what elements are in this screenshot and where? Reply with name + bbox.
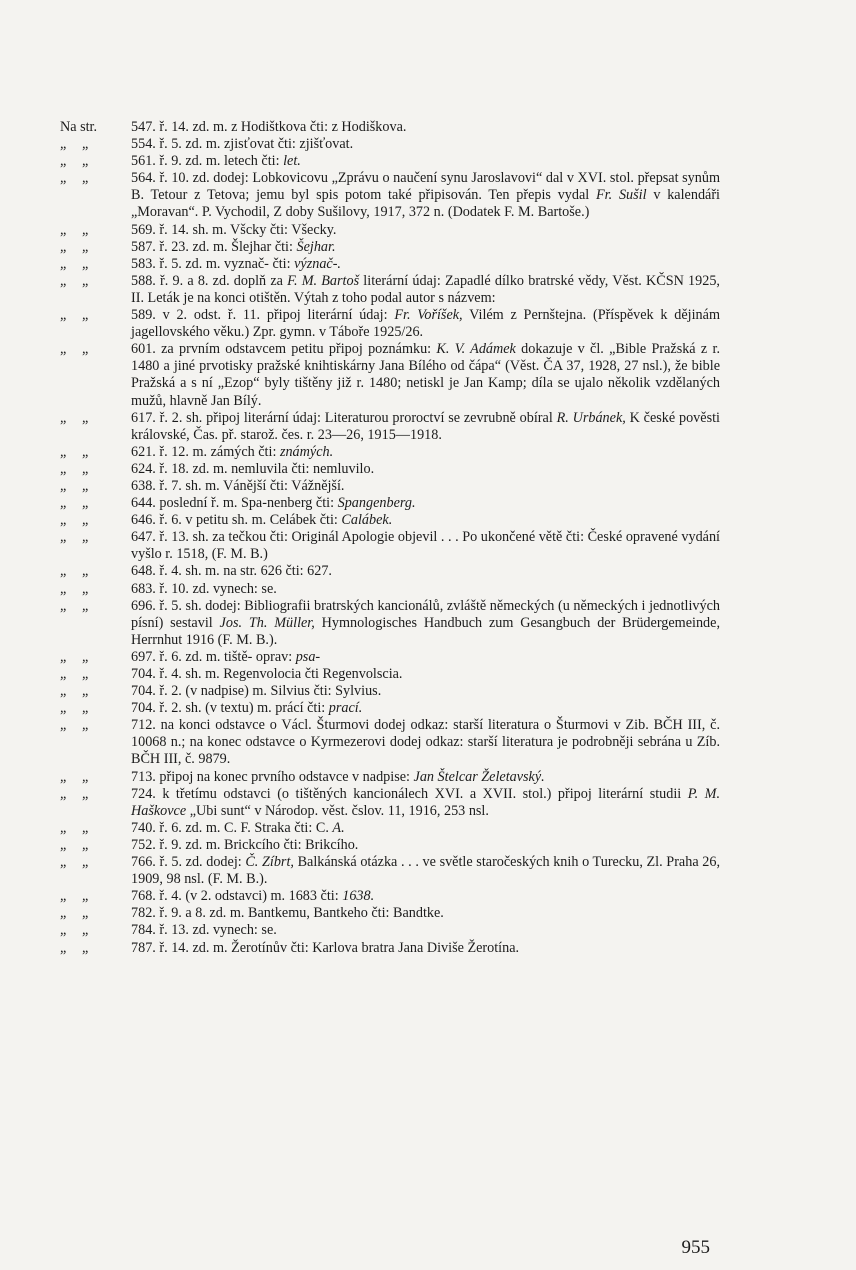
ditto-marks: „ „ bbox=[60, 170, 89, 187]
errata-entry bbox=[60, 256, 720, 273]
errata-entry bbox=[60, 649, 720, 666]
errata-text: 782. ř. 9. a 8. zd. m. Bantkemu, Bantkeho čti: Bandtke. bbox=[131, 905, 444, 922]
errata-text: 621. ř. 12. m. zámých čti: známých. bbox=[131, 443, 334, 460]
errata-entry bbox=[60, 786, 720, 820]
errata-entry bbox=[60, 598, 720, 649]
errata-text: 554. ř. 5. zd. m. zjisťovat čti: zjišťovat. bbox=[131, 136, 354, 153]
errata-text: 638. ř. 7. sh. m. Vánější čti: Vážnější. bbox=[131, 477, 345, 494]
errata-text: 647. ř. 13. sh. za tečkou čti: Originál Apologie objevil . . . Po ukončené větě čti: České opravené vydání vyšlo r. 1518, (F. M. B.) bbox=[131, 529, 720, 563]
errata-entry bbox=[60, 922, 720, 939]
ditto-marks: „ „ bbox=[60, 700, 89, 717]
errata-entry bbox=[60, 461, 720, 478]
errata-entry bbox=[60, 581, 720, 598]
ditto-marks: „ „ bbox=[60, 272, 89, 289]
errata-entry bbox=[60, 529, 720, 563]
errata-text: 713. připoj na konec prvního odstavce v nadpise: Jan Štelcar Želetavský. bbox=[131, 768, 545, 785]
ditto-marks: „ „ bbox=[60, 136, 89, 153]
ditto-marks: „ „ bbox=[60, 768, 89, 785]
errata-text: 583. ř. 5. zd. m. vyznač- čti: význač-. bbox=[131, 255, 341, 272]
errata-text: 704. ř. 2. (v nadpise) m. Silvius čti: Sylvius. bbox=[131, 683, 382, 700]
ditto-marks: „ „ bbox=[60, 512, 89, 529]
ditto-marks: „ „ bbox=[60, 683, 89, 700]
errata-entry bbox=[60, 666, 720, 683]
errata-text: 704. ř. 2. sh. (v textu) m. prácí čti: prací. bbox=[131, 700, 363, 717]
ditto-marks: „ „ bbox=[60, 307, 89, 324]
errata-text: 617. ř. 2. sh. připoj literární údaj: Literaturou proroctví se zevrubně obíral R. Urbánek, K české pověsti královské, Čas. př. starož. čes. r. 23—26, 1915—1918. bbox=[131, 409, 720, 443]
errata-entry bbox=[60, 119, 720, 136]
errata-text: 601. za prvním odstavcem petitu připoj poznámku: K. V. Adámek dokazuje v čl. „Bible Pražská z r. 1480 a jiné prvotisky pražské knihtiskárny Jana Bílého od čápa“ (Věst. ČA 37, 1928, 27 nsl.), že bible Pražská a s ní „Ezop“ byly tištěny již r. 1480; netiskl je Jan Kamp; díla se ujalo několik vzdělaných mužů, hlavně Jan Bílý. bbox=[131, 341, 720, 409]
ditto-marks: „ „ bbox=[60, 529, 89, 546]
ditto-marks: „ „ bbox=[60, 922, 89, 939]
errata-entry bbox=[60, 170, 720, 221]
errata-entry bbox=[60, 717, 720, 768]
errata-entry bbox=[60, 307, 720, 341]
ditto-marks: „ „ bbox=[60, 905, 89, 922]
ditto-marks: „ „ bbox=[60, 460, 89, 477]
errata-text: 644. poslední ř. m. Spa-nenberg čti: Spangenberg. bbox=[131, 495, 416, 512]
errata-entry bbox=[60, 495, 720, 512]
ditto-marks: „ „ bbox=[60, 255, 89, 272]
errata-entry bbox=[60, 837, 720, 854]
ditto-marks: „ „ bbox=[60, 221, 89, 238]
errata-entry bbox=[60, 222, 720, 239]
errata-entry bbox=[60, 153, 720, 170]
errata-entry bbox=[60, 683, 720, 700]
errata-text: 561. ř. 9. zd. m. letech čti: let. bbox=[131, 153, 301, 170]
errata-entry bbox=[60, 888, 720, 905]
errata-entry bbox=[60, 273, 720, 307]
ditto-marks: „ „ bbox=[60, 854, 89, 871]
errata-text: 587. ř. 23. zd. m. Šlejhar čti: Šejhar. bbox=[131, 238, 336, 255]
ditto-marks: „ „ bbox=[60, 563, 89, 580]
errata-text: 768. ř. 4. (v 2. odstavci) m. 1683 čti: 1638. bbox=[131, 888, 375, 905]
ditto-marks: „ „ bbox=[60, 238, 89, 255]
errata-text: 547. ř. 14. zd. m. z Hodištkova čti: z Hodiškova. bbox=[131, 119, 407, 135]
errata-entry bbox=[60, 136, 720, 153]
errata-entry bbox=[60, 905, 720, 922]
ditto-marks: „ „ bbox=[60, 819, 89, 836]
ditto-marks: „ „ bbox=[60, 597, 89, 614]
errata-entry bbox=[60, 940, 720, 957]
errata-list bbox=[60, 119, 720, 957]
ditto-marks: „ „ bbox=[60, 717, 89, 734]
errata-entry bbox=[60, 444, 720, 461]
errata-text: 683. ř. 10. zd. vynech: se. bbox=[131, 580, 277, 597]
ditto-marks: „ „ bbox=[60, 648, 89, 665]
errata-text: 787. ř. 14. zd. m. Žerotínův čti: Karlova bratra Jana Diviše Žerotína. bbox=[131, 939, 520, 956]
errata-text: 784. ř. 13. zd. vynech: se. bbox=[131, 922, 277, 939]
errata-text: 696. ř. 5. sh. dodej: Bibliografii bratrských kancionálů, zvláště německých (u německých i jednotlivých písní) sestavil Jos. Th. Müller, Hymnologisches Handbuch zum Gesangbuch der Brüdergemeinde, Herrnhut 1916 (F. M. B.). bbox=[131, 597, 720, 648]
errata-entry bbox=[60, 239, 720, 256]
ditto-marks: „ „ bbox=[60, 836, 89, 853]
errata-text: 724. k třetímu odstavci (o tištěných kancionálech XVI. a XVII. stol.) připoj literární studii P. M. Haškovce „Ubi sunt“ v Národop. věst. čslov. 11, 1916, 253 nsl. bbox=[131, 785, 721, 819]
errata-entry bbox=[60, 769, 720, 786]
errata-text: 588. ř. 9. a 8. zd. doplň za F. M. Bartoš literární údaj: Zapadlé dílko bratrské vědy, Věst. KČSN 1925, II. Leták je na konci otištěn. Výtah z toho podal autor s názvem: bbox=[131, 272, 720, 306]
errata-entry bbox=[60, 478, 720, 495]
page-ref-label: Na str. bbox=[60, 119, 98, 135]
ditto-marks: „ „ bbox=[60, 443, 89, 460]
errata-entry bbox=[60, 820, 720, 837]
ditto-marks: „ „ bbox=[60, 666, 89, 682]
errata-text: 646. ř. 6. v petitu sh. m. Celábek čti: Calábek. bbox=[131, 512, 393, 529]
errata-entry bbox=[60, 410, 720, 444]
errata-entry bbox=[60, 854, 720, 888]
errata-text: 624. ř. 18. zd. m. nemluvila čti: nemluvilo. bbox=[131, 460, 375, 477]
ditto-marks: „ „ bbox=[60, 939, 89, 956]
errata-text: 752. ř. 9. zd. m. Brickcího čti: Brikcího. bbox=[131, 836, 359, 853]
errata-text: 648. ř. 4. sh. m. na str. 626 čti: 627. bbox=[131, 563, 332, 580]
ditto-marks: „ „ bbox=[60, 888, 89, 905]
errata-entry bbox=[60, 563, 720, 580]
ditto-marks: „ „ bbox=[60, 580, 89, 597]
ditto-marks: „ „ bbox=[60, 495, 89, 512]
ditto-marks: „ „ bbox=[60, 785, 89, 802]
errata-text: 712. na konci odstavce o Václ. Šturmovi dodej odkaz: starší literatura o Šturmovi v Zib. BČH III, č. 10068 n.; na konec odstavce o Kyrmezerovi dodej odkaz: starší literatura je podrobněji sebrána u Zíb. BČH III, č. 9879. bbox=[131, 717, 720, 768]
ditto-marks: „ „ bbox=[60, 409, 89, 426]
errata-text: 569. ř. 14. sh. m. Všcky čti: Všecky. bbox=[131, 221, 337, 238]
errata-text: 766. ř. 5. zd. dodej: Č. Zíbrt, Balkánská otázka . . . ve světle staročeských knih o Turecku, Zl. Praha 26, 1909, 98 nsl. (F. M. B.). bbox=[131, 854, 720, 888]
errata-text: 589. v 2. odst. ř. 11. připoj literární údaj: Fr. Voříšek, Vilém z Pernštejna. (Příspěvek k dějinám jagellovského věku.) Zpr. gymn. v Táboře 1925/26. bbox=[131, 307, 720, 341]
ditto-marks: „ „ bbox=[60, 477, 89, 494]
errata-entry bbox=[60, 341, 720, 409]
errata-text: 564. ř. 10. zd. dodej: Lobkovicovu „Zprávu o naučení synu Jaroslavovi“ dal v XVI. stol. přepsat synům B. Tetour z Tetova; jemu byl spis potom také připisován. Ten přepis vydal Fr. Sušil v kalendáři „Moravan“. P. Vychodil, Z doby Sušilovy, 1917, 372 n. (Dodatek F. M. Bartoše.) bbox=[131, 170, 720, 221]
ditto-marks: „ „ bbox=[60, 341, 89, 358]
errata-entry bbox=[60, 700, 720, 717]
ditto-marks: „ „ bbox=[60, 153, 89, 170]
errata-text: 697. ř. 6. zd. m. tiště- oprav: psa- bbox=[131, 648, 321, 665]
errata-text: 704. ř. 4. sh. m. Regenvolocia čti Regenvolscia. bbox=[131, 666, 403, 682]
errata-text: 740. ř. 6. zd. m. C. F. Straka čti: C. A. bbox=[131, 819, 345, 836]
errata-entry bbox=[60, 512, 720, 529]
page-number: 955 bbox=[681, 1237, 710, 1258]
